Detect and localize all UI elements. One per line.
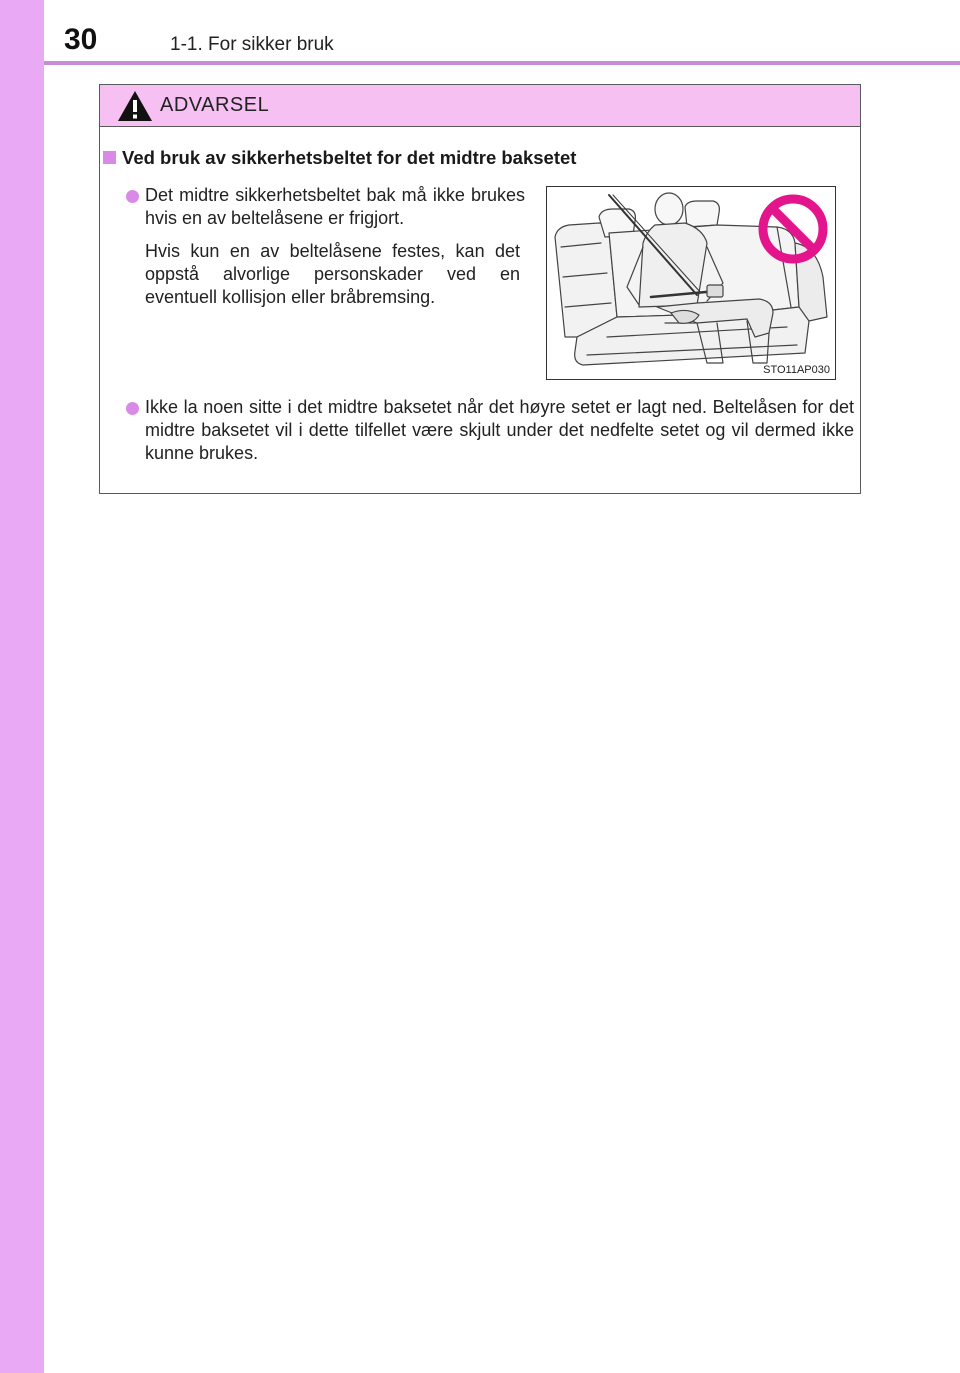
bullet-2-text: Ikke la noen sitte i det midtre baksetet når det høyre setet er lagt ned. Beltelåsen for det midtre baksetet vil i dette tilfellet være skjult under det nedfelte setet og vil dermed ikke kunne brukes. xyxy=(145,397,854,463)
seat-illustration xyxy=(546,186,836,380)
warning-header xyxy=(100,85,860,127)
warning-triangle-icon xyxy=(117,90,153,122)
header-rule xyxy=(44,61,960,65)
side-strip xyxy=(0,0,44,1373)
square-bullet-icon xyxy=(103,151,116,164)
bullet-icon xyxy=(126,402,139,415)
bullet-icon xyxy=(126,190,139,203)
chapter-title: 1-1. For sikker bruk xyxy=(170,34,334,55)
page-number: 30 xyxy=(64,23,98,56)
warning-label: ADVARSEL xyxy=(160,94,270,116)
bullet-1-followup: Hvis kun en av beltelåsene festes, kan det oppstå alvorlige personskader ved en eventuell kollisjon eller bråbremsing. xyxy=(145,241,520,307)
bullet-1-text: Det midtre sikkerhetsbeltet bak må ikke brukes hvis en av beltelåsene er frigjort. xyxy=(145,185,525,228)
section-heading-text: Ved bruk av sikkerhetsbeltet for det midtre baksetet xyxy=(122,147,577,168)
section-heading xyxy=(103,147,576,169)
warning-box xyxy=(99,84,861,494)
illustration-code: STO11AP030 xyxy=(763,364,830,376)
prohibition-icon xyxy=(757,193,829,265)
